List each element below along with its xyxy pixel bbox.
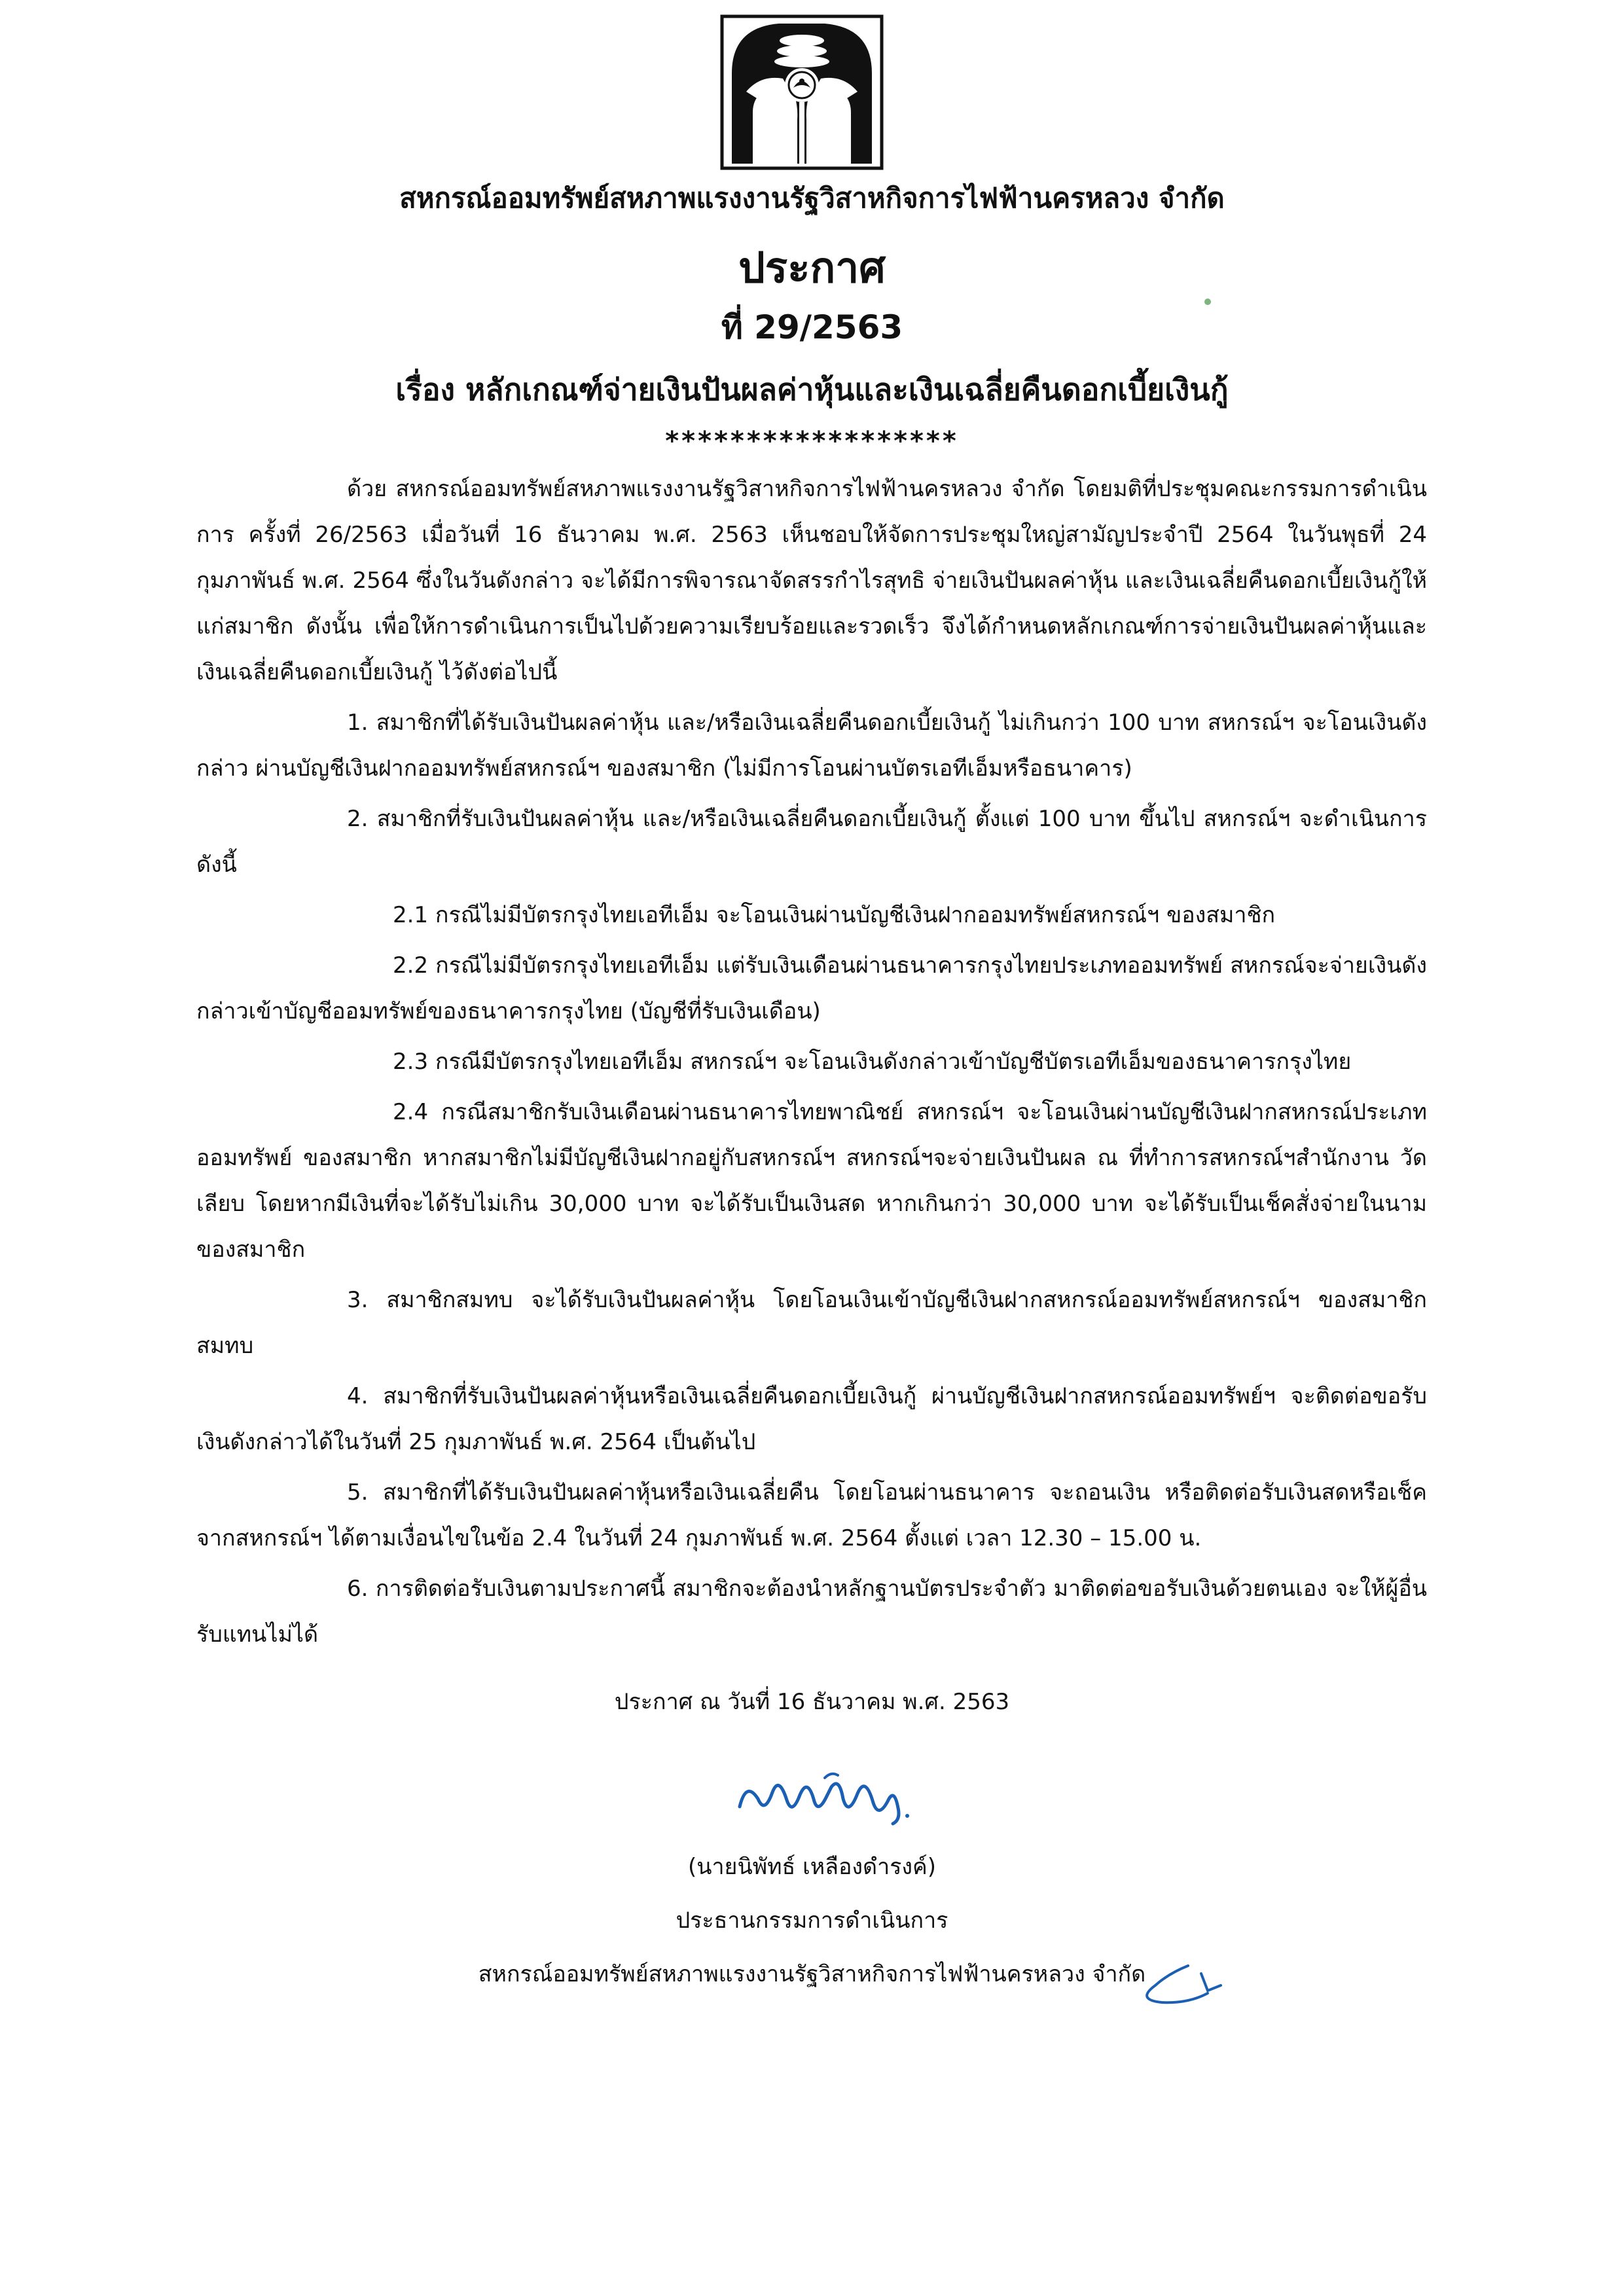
clause-2-4: 2.4 กรณีสมาชิกรับเงินเดือนผ่านธนาคารไทยพาณิชย์ สหกรณ์ฯ จะโอนเงินผ่านบัญชีเงินฝากสหกรณ์ประเภทออมทรัพย์ ของสมาชิก หากสมาชิกไม่มีบัญชีเงินฝากอยู่กับสหกรณ์ฯ สหกรณ์ฯจะจ่ายเงินปันผล ณ ที่ทำการสหกรณ์ฯสำนักงาน วัดเลียบ โดยหากมีเงินที่จะได้รับไม่เกิน 30,000 บาท จะได้รับเป็นเงินสด หากเกินกว่า 30,000 บาท จะได้รับเป็นเช็คสั่งจ่ายในนามของสมาชิก: [196, 1099, 1427, 1263]
announcement-number: ที่ 29/2563: [721, 308, 903, 346]
signer-organization: สหกรณ์ออมทรัพย์สหภาพแรงงานรัฐวิสาหกิจการไฟฟ้านครหลวง จำกัด: [478, 1961, 1146, 1987]
scan-speck: [1204, 298, 1211, 305]
intro-paragraph: ด้วย สหกรณ์ออมทรัพย์สหภาพแรงงานรัฐวิสาหกิจการไฟฟ้านครหลวง จำกัด โดยมติที่ประชุมคณะกรรมการดำเนินการ ครั้งที่ 26/2563 เมื่อวันที่ 16 ธันวาคม พ.ศ. 2563 เห็นชอบให้จัดการประชุมใหญ่สามัญประจำปี 2564 ในวันพุธที่ 24 กุมภาพันธ์ พ.ศ. 2564 ซึ่งในวันดังกล่าว จะได้มีการพิจารณาจัดสรรกำไรสุทธิ จ่ายเงินปันผลค่าหุ้น และเงินเฉลี่ยคืนดอกเบี้ยเงินกู้ให้แก่สมาชิก ดังนั้น เพื่อให้การดำเนินการเป็นไปด้วยความเรียบร้อยและรวดเร็ว จึงได้กำหนดหลักเกณฑ์การจ่ายเงินปันผลค่าหุ้นและเงินเฉลี่ยคืนดอกเบี้ยเงินกู้ ไว้ดังต่อไปนี้: [196, 476, 1427, 685]
separator-stars: ******************: [665, 426, 959, 456]
clause-3: 3. สมาชิกสมทบ จะได้รับเงินปันผลค่าหุ้น โดยโอนเงินเข้าบัญชีเงินฝากสหกรณ์ออมทรัพย์สหกรณ์ฯ ของสมาชิกสมทบ: [196, 1287, 1427, 1359]
announcement-date: ประกาศ ณ วันที่ 16 ธันวาคม พ.ศ. 2563: [614, 1689, 1010, 1715]
clause-2-3: 2.3 กรณีมีบัตรกรุงไทยเอทีเอ็ม สหกรณ์ฯ จะโอนเงินดังกล่าวเข้าบัญชีบัตรเอทีเอ็มของธนาคารกรุงไทย: [393, 1049, 1352, 1075]
handwritten-signature: [727, 1761, 923, 1833]
announcement-title: ประกาศ: [738, 244, 886, 293]
clause-2: 2. สมาชิกที่รับเงินปันผลค่าหุ้น และ/หรือเงินเฉลี่ยคืนดอกเบี้ยเงินกู้ ตั้งแต่ 100 บาท ขึ้นไป สหกรณ์ฯ จะดำเนินการดังนี้: [196, 806, 1427, 878]
handwritten-initial-mark: [1110, 1954, 1227, 2013]
announcement-subject: เรื่อง หลักเกณฑ์จ่ายเงินปันผลค่าหุ้นและเงินเฉลี่ยคืนดอกเบี้ยเงินกู้: [395, 372, 1229, 407]
clause-5: 5. สมาชิกที่ได้รับเงินปันผลค่าหุ้นหรือเงินเฉลี่ยคืน โดยโอนผ่านธนาคาร จะถอนเงิน หรือติดต่อรับเงินสดหรือเช็คจากสหกรณ์ฯ ได้ตามเงื่อนไขในข้อ 2.4 ในวันที่ 24 กุมภาพันธ์ พ.ศ. 2564 ตั้งแต่ เวลา 12.30 – 15.00 น.: [196, 1479, 1427, 1551]
clause-1: 1. สมาชิกที่ได้รับเงินปันผลค่าหุ้น และ/หรือเงินเฉลี่ยคืนดอกเบี้ยเงินกู้ ไม่เกินกว่า 100 บาท สหกรณ์ฯ จะโอนเงินดังกล่าว ผ่านบัญชีเงินฝากออมทรัพย์สหกรณ์ฯ ของสมาชิก (ไม่มีการโอนผ่านบัตรเอทีเอ็มหรือธนาคาร): [196, 710, 1427, 782]
signer-name: (นายนิพัทธ์ เหลืองดำรงค์): [687, 1854, 937, 1880]
clause-2-1: 2.1 กรณีไม่มีบัตรกรุงไทยเอทีเอ็ม จะโอนเงินผ่านบัญชีเงินฝากออมทรัพย์สหกรณ์ฯ ของสมาชิก: [393, 902, 1276, 928]
hands-holding-coins-emblem-icon: [720, 14, 884, 170]
announcement-body: [196, 466, 1427, 1662]
clause-4: 4. สมาชิกที่รับเงินปันผลค่าหุ้นหรือเงินเฉลี่ยคืนดอกเบี้ยเงินกู้ ผ่านบัญชีเงินฝากสหกรณ์ออมทรัพย์ฯ จะติดต่อขอรับเงินดังกล่าวได้ในวันที่ 25 กุมภาพันธ์ พ.ศ. 2564 เป็นต้นไป: [196, 1383, 1427, 1455]
clause-6: 6. การติดต่อรับเงินตามประกาศนี้ สมาชิกจะต้องนำหลักฐานบัตรประจำตัว มาติดต่อขอรับเงินด้วยตนเอง จะให้ผู้อื่นรับแทนไม่ได้: [196, 1576, 1427, 1648]
signer-position: ประธานกรรมการดำเนินการ: [676, 1907, 948, 1934]
organization-name: สหกรณ์ออมทรัพย์สหภาพแรงงานรัฐวิสาหกิจการไฟฟ้านครหลวง จำกัด: [399, 182, 1225, 214]
cooperative-logo: [720, 14, 884, 170]
clause-2-2: 2.2 กรณีไม่มีบัตรกรุงไทยเอทีเอ็ม แต่รับเงินเดือนผ่านธนาคารกรุงไทยประเภทออมทรัพย์ สหกรณ์จะจ่ายเงินดังกล่าวเข้าบัญชีออมทรัพย์ของธนาคารกรุงไทย (บัญชีที่รับเงินเดือน): [196, 952, 1427, 1024]
